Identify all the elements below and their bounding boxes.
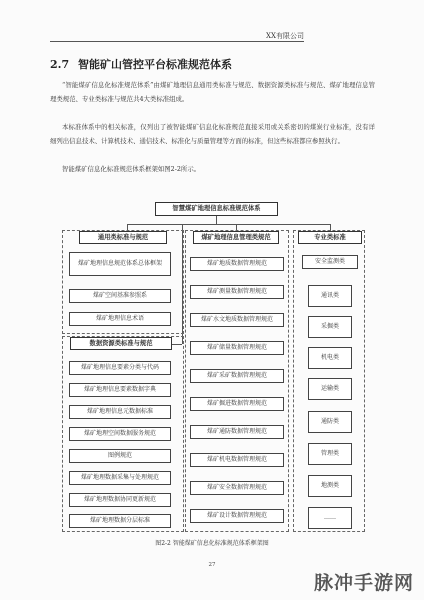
management-item: 煤矿采矿数据管理规范	[190, 369, 284, 383]
connector-line	[127, 224, 330, 225]
data-resource-item: 煤矿地理数据分层标准	[69, 514, 171, 528]
professional-header: 专业类标准	[298, 231, 362, 244]
professional-item: 管理类	[308, 443, 352, 465]
management-item: 煤矿安全数据管理规范	[190, 481, 284, 495]
management-item: 煤矿地质数据管理规范	[190, 257, 284, 271]
professional-item: ……	[308, 507, 352, 529]
root-node: 智慧煤矿地理信息标准规范体系	[155, 202, 278, 216]
professional-item: 通防类	[308, 411, 352, 433]
management-item: 煤矿水文地质数据管理规范	[190, 313, 284, 327]
general-header: 通用类标准与规范	[79, 231, 167, 244]
company-name: XX有限公司	[266, 32, 304, 40]
professional-item: 运输类	[308, 378, 352, 400]
section-number: 2.7	[50, 58, 70, 71]
figure-caption: 图2-2 智能煤矿信息化标准规范体系框架图	[155, 540, 269, 547]
data-resource-item: 煤矿地理信息要素分类与代码	[69, 361, 171, 375]
professional-item: 地测类	[308, 475, 352, 497]
professional-item: 采掘类	[308, 316, 352, 338]
management-item: 煤矿机电数据管理规范	[190, 453, 284, 467]
management-item: 煤矿通防数据管理规范	[190, 425, 284, 439]
connector-line	[216, 216, 217, 224]
general-item: 煤矿地理信息规范体系总体框架	[69, 252, 171, 276]
data-resource-item: 图例规范	[69, 449, 171, 463]
management-item: 煤矿测量数据管理规范	[190, 285, 284, 299]
management-item: 煤矿设计数据管理规范	[190, 509, 284, 523]
page-number: 27	[208, 562, 216, 568]
management-header: 煤矿地理信息管理类规范	[193, 231, 279, 244]
data-resource-header: 数据资源类标准与规范	[70, 337, 172, 350]
professional-item: 通讯类	[308, 285, 352, 307]
data-resource-item: 煤矿地理数据协同更新规范	[69, 493, 171, 507]
section-title-text: 智能矿山管控平台标准规范体系	[78, 58, 232, 71]
professional-item: 机电类	[308, 347, 352, 369]
data-resource-item: 煤矿地理信息元数据标准	[69, 405, 171, 419]
paragraph: 智能煤矿信息化标准规范体系框架如图2-2所示。	[62, 165, 201, 173]
general-item: 煤矿空间基准参照系	[69, 289, 171, 303]
paragraph: “智能煤矿信息化标准规范体系”由煤矿地理信息通用类标准与规范、数据资源类标准与规范、煤矿地理信息管理类规范、专业类标准与规范共4大类标准组成。	[50, 81, 375, 103]
data-resource-item: 煤矿地理空间数据服务规范	[69, 427, 171, 441]
site-watermark: 脉冲手游网	[313, 572, 414, 594]
data-resource-item: 煤矿地理数据采集与处理规范	[69, 471, 171, 485]
professional-item: 安全监测类	[302, 255, 358, 269]
data-resource-item: 煤矿地理信息要素数据字典	[69, 383, 171, 397]
paragraph: 本标准体系中的相关标准，仅列出了被智能煤矿信息化标准规范直接采用或关系密切的煤炭行业标准，没有详细列出信息技术、计算机技术、通信技术、标准化与质量管理等方面的标准，但这些标准都应参照执行。	[50, 123, 375, 145]
general-item: 煤矿地理信息术语	[69, 312, 171, 326]
management-item: 煤矿掘进数据管理规范	[190, 397, 284, 411]
management-item: 煤矿储量数据管理规范	[190, 341, 284, 355]
